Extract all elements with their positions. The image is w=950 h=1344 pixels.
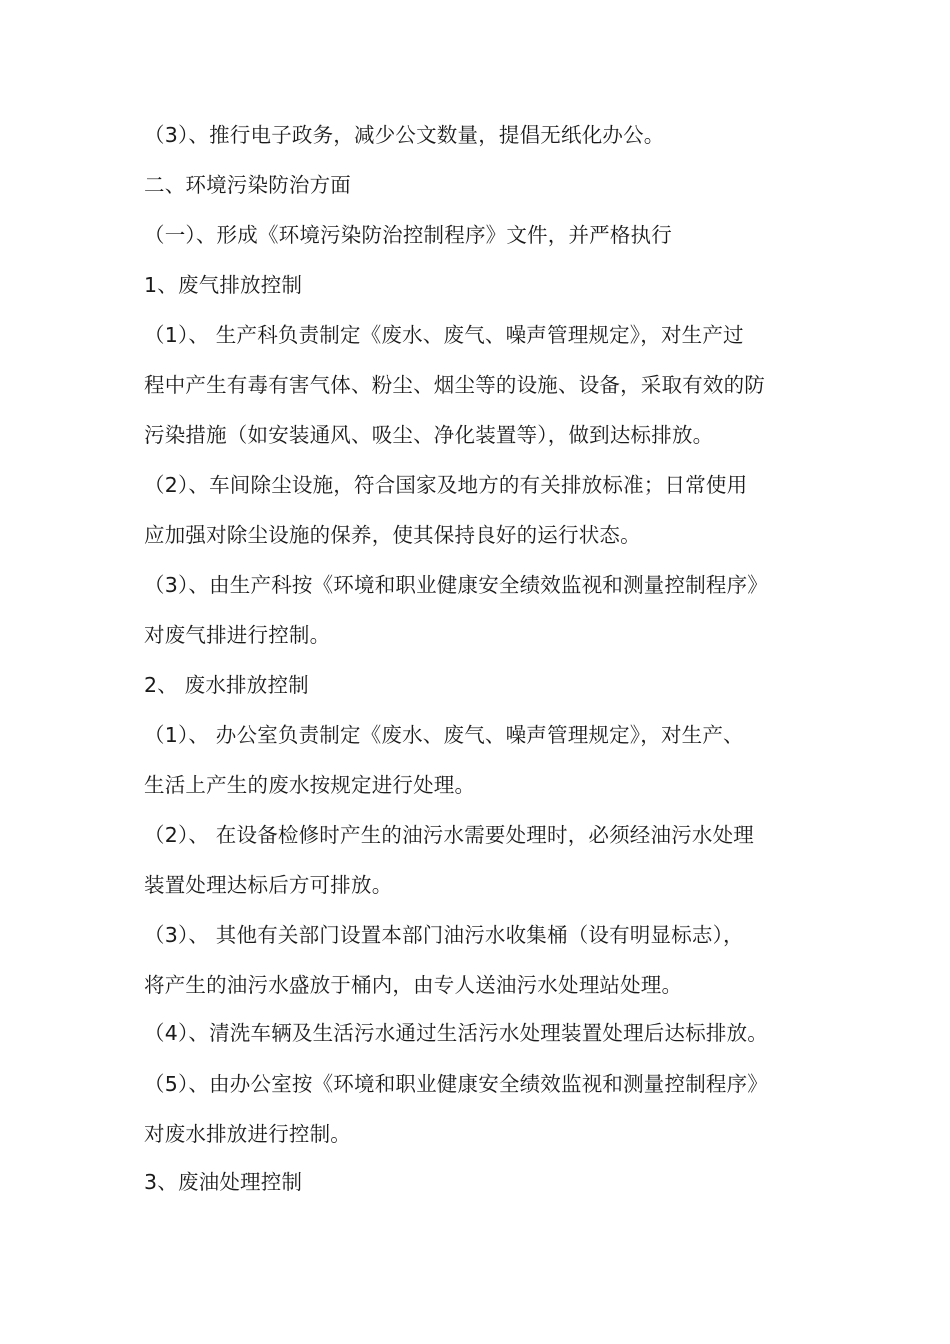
paragraph-line: 应加强对除尘设施的保养，使其保持良好的运行状态。: [144, 523, 641, 547]
paragraph-line: 程中产生有毒有害气体、粉尘、烟尘等的设施、设备，采取有效的防: [144, 373, 765, 397]
paragraph-line: （2）、车间除尘设施，符合国家及地方的有关排放标准；日常使用: [144, 473, 748, 497]
paragraph-line: （3）、推行电子政务，减少公文数量，提倡无纸化办公。: [144, 123, 665, 147]
paragraph-line: 装置处理达标后方可排放。: [144, 873, 393, 897]
item-heading: 1、废气排放控制: [144, 273, 303, 297]
section-heading: 二、环境污染防治方面: [144, 173, 351, 197]
item-heading: 2、 废水排放控制: [144, 673, 309, 697]
paragraph-line: （2）、 在设备检修时产生的油污水需要处理时，必须经油污水处理: [144, 823, 755, 847]
item-heading: 3、废油处理控制: [144, 1170, 303, 1194]
paragraph-line: 对废水排放进行控制。: [144, 1122, 351, 1146]
paragraph-line: （3）、由生产科按《环境和职业健康安全绩效监视和测量控制程序》: [144, 573, 768, 597]
paragraph-line: 生活上产生的废水按规定进行处理。: [144, 773, 476, 797]
subsection-heading: （一）、形成《环境污染防治控制程序》文件，并严格执行: [144, 223, 672, 247]
paragraph-line: 污染措施（如安装通风、吸尘、净化装置等），做到达标排放。: [144, 423, 714, 447]
paragraph-line: 将产生的油污水盛放于桶内，由专人送油污水处理站处理。: [144, 973, 683, 997]
paragraph-line: （3）、 其他有关部门设置本部门油污水收集桶（设有明显标志），: [144, 923, 744, 947]
paragraph-line: （4）、清洗车辆及生活污水通过生活污水处理装置处理后达标排放。: [144, 1021, 768, 1045]
paragraph-line: （1）、 办公室负责制定《废水、废气、噪声管理规定》，对生产、: [144, 723, 744, 747]
paragraph-line: （1）、 生产科负责制定《废水、废气、噪声管理规定》，对生产过: [144, 323, 744, 347]
paragraph-line: 对废气排进行控制。: [144, 623, 331, 647]
paragraph-line: （5）、由办公室按《环境和职业健康安全绩效监视和测量控制程序》: [144, 1072, 768, 1096]
